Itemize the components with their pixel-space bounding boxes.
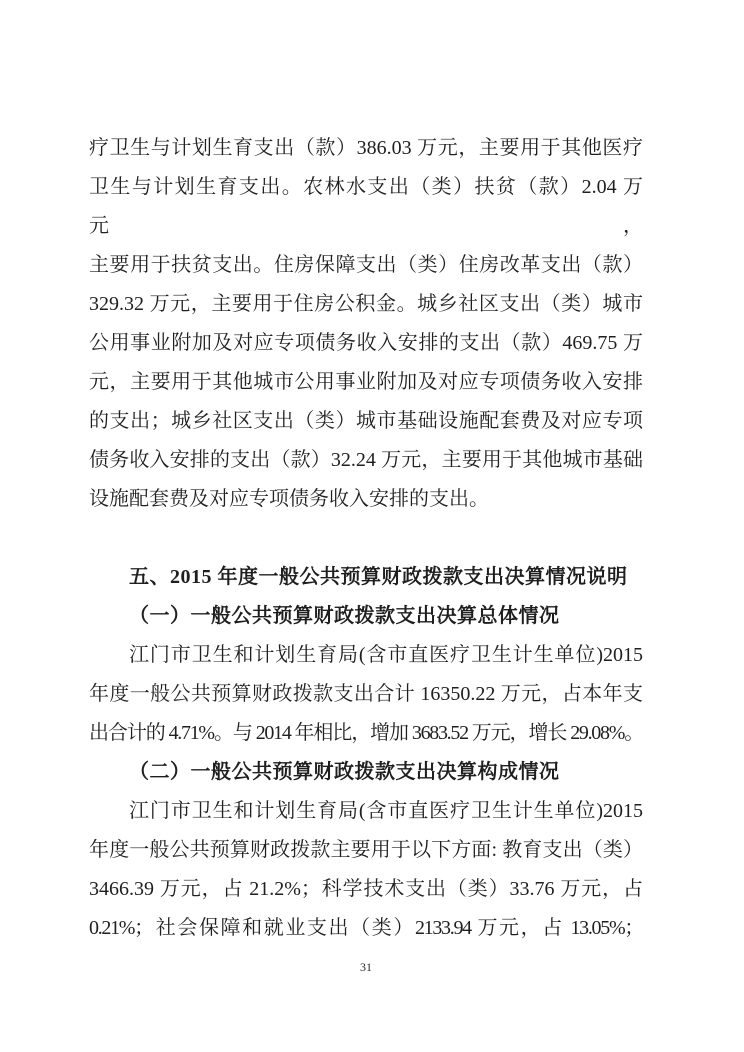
body-line: 329.32 万元，主要用于住房公积金。城乡社区支出（类）城市 — [89, 293, 643, 315]
body-line: 主要用于扶贫支出。住房保障支出（类）住房改革支出（款） — [89, 254, 643, 276]
body-line: 卫生与计划生育支出。农林水支出（类）扶贫（款）2.04 万元， — [89, 176, 643, 237]
body-line: 年度一般公共预算财政拨款主要用于以下方面: 教育支出（类） — [89, 839, 643, 861]
page-body — [89, 129, 643, 948]
body-line: 年度一般公共预算财政拨款支出合计 16350.22 万元，占本年支 — [89, 683, 643, 705]
body-line: 元，主要用于其他城市公用事业附加及对应专项债务收入安排 — [89, 371, 643, 393]
body-line: 债务收入安排的支出（款）32.24 万元，主要用于其他城市基础 — [89, 449, 643, 471]
body-line: 设施配套费及对应专项债务收入安排的支出。 — [89, 488, 489, 510]
body-line: 疗卫生与计划生育支出（款）386.03 万元，主要用于其他医疗 — [89, 137, 643, 159]
body-line: 公用事业附加及对应专项债务收入安排的支出（款）469.75 万 — [89, 332, 643, 354]
body-line: 江门市卫生和计划生育局(含市直医疗卫生计生单位)2015 — [129, 644, 643, 666]
subsection-heading-1: （一）一般公共预算财政拨款支出决算总体情况 — [129, 605, 560, 627]
body-line: 0.21%；社会保障和就业支出（类）2133.94 万元，占 13.05%； — [89, 917, 643, 939]
body-line: 江门市卫生和计划生育局(含市直医疗卫生计生单位)2015 — [129, 800, 643, 822]
body-line: 的支出；城乡社区支出（类）城市基础设施配套费及对应专项 — [89, 410, 643, 432]
section-heading: 五、2015 年度一般公共预算财政拨款支出决算情况说明 — [129, 566, 628, 588]
body-line: 出合计的 4.71%。与 2014 年相比，增加 3683.52 万元，增长 29.08%。 — [89, 722, 643, 744]
page-number: 31 — [360, 960, 372, 974]
subsection-heading-2: （二）一般公共预算财政拨款支出决算构成情况 — [129, 761, 560, 783]
body-line: 3466.39 万元，占 21.2%；科学技术支出（类）33.76 万元，占 — [89, 878, 643, 900]
